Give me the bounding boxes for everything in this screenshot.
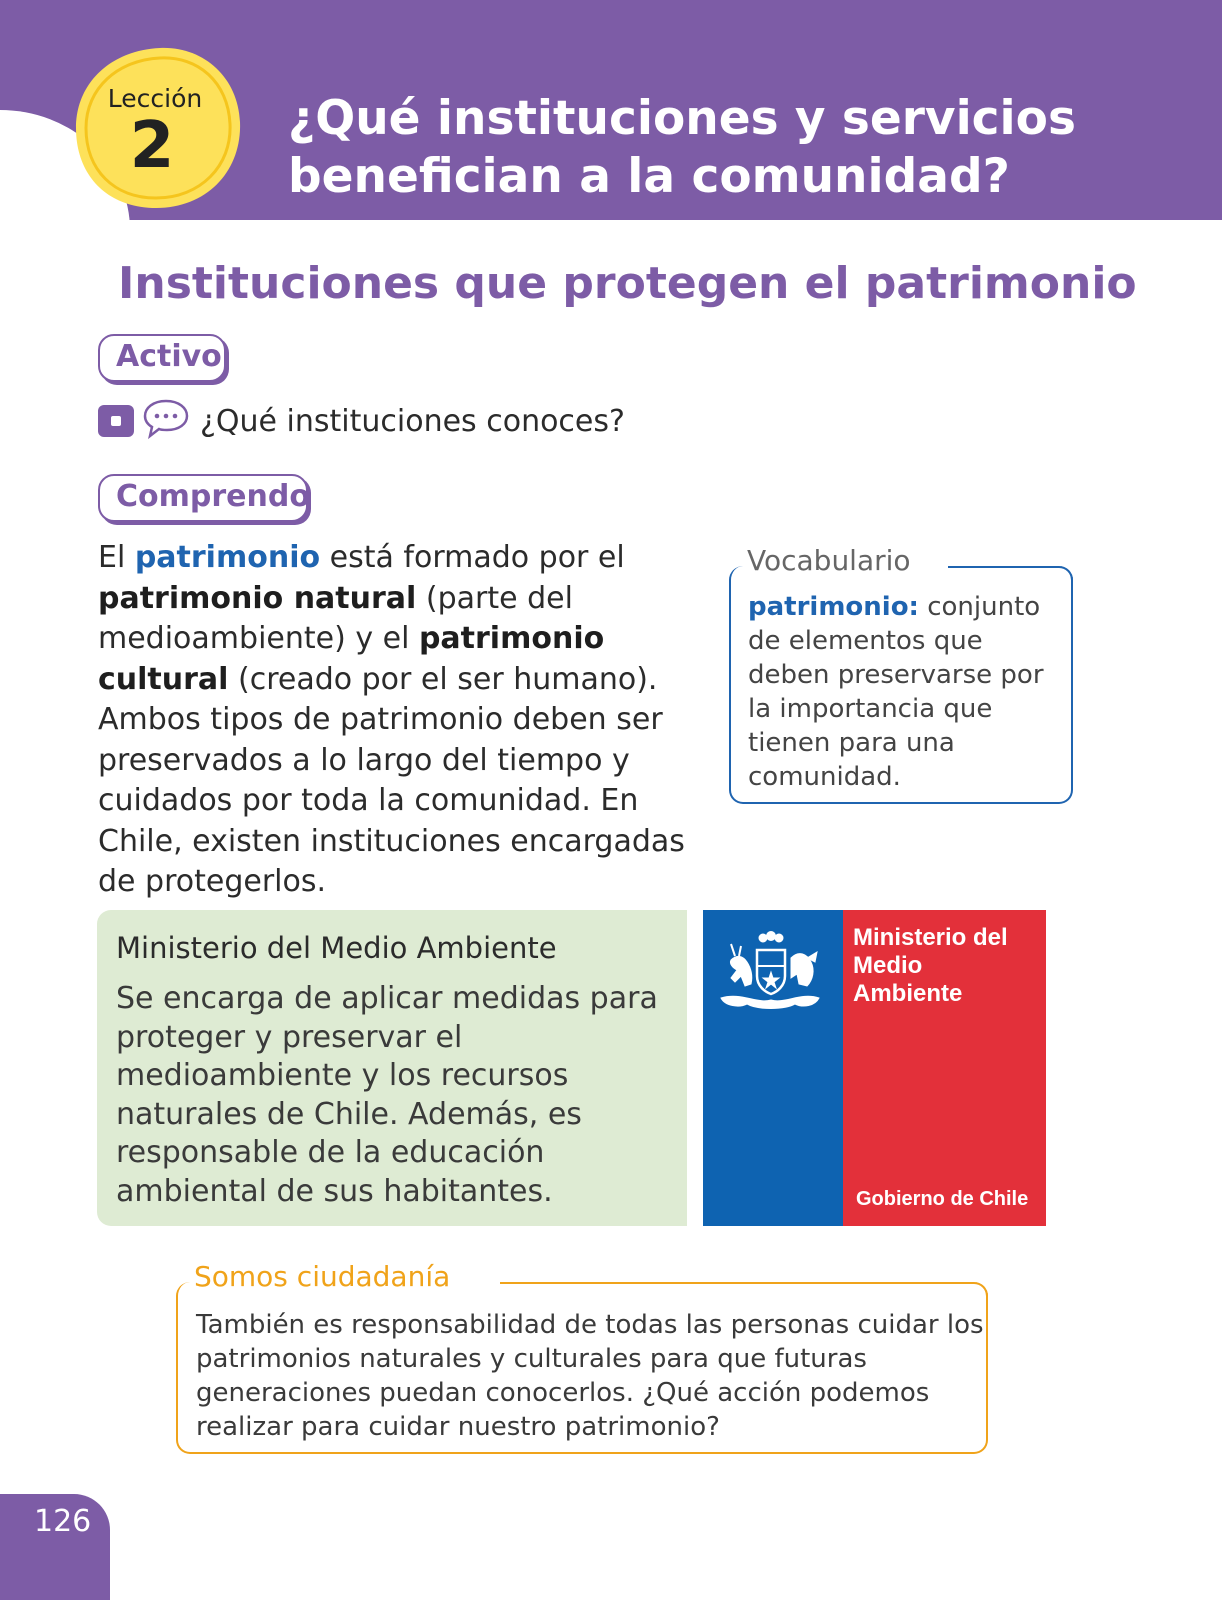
logo-name-line1: Ministerio del xyxy=(853,924,1008,951)
activo-pill: Activo xyxy=(98,334,226,382)
individual-activity-icon xyxy=(98,405,134,437)
term-patrimonio-natural: patrimonio natural xyxy=(98,580,417,616)
page-number: 126 xyxy=(34,1504,92,1539)
section-title: Instituciones que protegen el patrimonio xyxy=(118,258,1137,309)
term-patrimonio: patrimonio xyxy=(134,540,321,575)
comprendo-pill: Comprendo xyxy=(98,474,308,522)
comprendo-paragraph xyxy=(98,538,718,903)
ministry-title: Ministerio del Medio Ambiente xyxy=(116,931,557,965)
speech-bubble-icon xyxy=(142,398,190,440)
vocabulary-box-topline xyxy=(948,566,1073,580)
logo-government-label: Gobierno de Chile xyxy=(856,1188,1029,1210)
vocabulary-definition xyxy=(748,590,1058,794)
para-text: (creado por el ser humano). Ambos tipos de patrimonio deben ser preservados a lo largo del tiempo y cuidados por toda la comunidad. En Chile, existen instituciones encargadas de protegerlos. xyxy=(98,661,685,899)
para-text: (parte del medioambiente) y el xyxy=(98,580,573,656)
lesson-badge xyxy=(72,42,242,212)
para-text: está formado por el xyxy=(320,540,625,575)
logo-ministry-name xyxy=(853,924,1043,1008)
citizenship-label: Somos ciudadanía xyxy=(194,1260,462,1293)
term-patrimonio-cultural: patrimonio cultural xyxy=(98,621,605,697)
vocabulary-label: Vocabulario xyxy=(747,544,921,577)
ministry-description: Se encarga de aplicar medidas para proteger y preservar el medioambiente y los recursos naturales de Chile. Además, es responsable de la educación ambiental de sus habitantes. xyxy=(116,981,658,1209)
logo-name-line3: Ambiente xyxy=(853,980,963,1007)
ministry-logo xyxy=(703,910,1046,1226)
logo-name-line2: Medio xyxy=(853,952,923,979)
lesson-word: Lección xyxy=(107,84,203,113)
activo-question: ¿Qué instituciones conoces? xyxy=(200,404,625,439)
para-text: El xyxy=(98,540,135,575)
chile-coat-of-arms-icon xyxy=(711,924,827,1024)
citizenship-box-topline xyxy=(500,1282,988,1296)
lesson-number: 2 xyxy=(129,109,175,183)
page-title-line1: ¿Qué instituciones y servicios xyxy=(288,91,1076,146)
page-title-line2: benefician a la comunidad? xyxy=(288,149,1010,204)
page-title xyxy=(288,90,1188,206)
vocabulary-definition-text: conjunto de elementos que deben preservarse por la importancia que tienen para una comunidad. xyxy=(748,592,1044,792)
citizenship-text: También es responsabilidad de todas las personas cuidar los patrimonios naturales y culturales para que futuras generaciones puedan conocerlos. ¿Qué acción podemos realizar para cuidar nuestro patrimonio? xyxy=(196,1310,984,1442)
vocabulary-term: patrimonio: xyxy=(748,592,919,622)
